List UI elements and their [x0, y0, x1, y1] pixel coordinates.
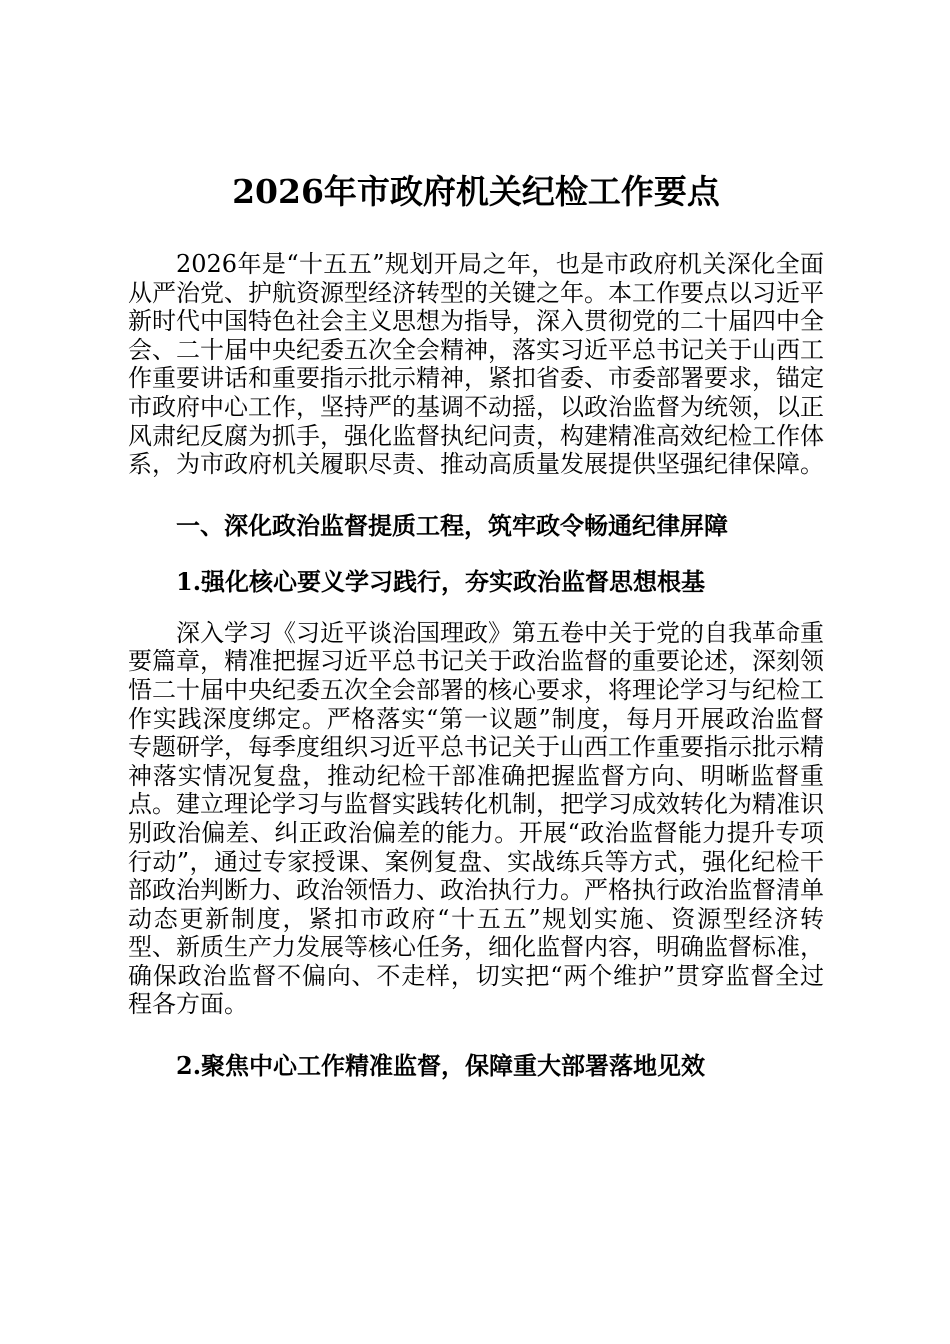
- document-page: [128, 168, 824, 1083]
- document-title: 2026年市政府机关纪检工作要点: [232, 172, 720, 211]
- intro-paragraph: 2026年是“十五五”规划开局之年，也是市政府机关深化全面从严治党、护航资源型经济转型的关键之年。本工作要点以习近平新时代中国特色社会主义思想为指导，深入贯彻党的二十届四中全会、二十届中央纪委五次全会精神，落实习近平总书记关于山西工作重要讲话和重要指示批示精神，紧扣省委、市委部署要求，锚定市政府中心工作，坚持严的基调不动摇，以政治监督为统领，以正风肃纪反腐为抓手，强化监督执纪问责，构建精准高效纪检工作体系，为市政府机关履职尽责、推动高质量发展提供坚强纪律保障。: [128, 250, 824, 479]
- section-heading-1: 一、深化政治监督提质工程，筑牢政令畅通纪律屏障: [176, 510, 728, 540]
- subsection-heading-1: 1.强化核心要义学习践行，夯实政治监督思想根基: [176, 566, 706, 596]
- subsection-body-1: 深入学习《习近平谈治国理政》第五卷中关于党的自我革命重要篇章，精准把握习近平总书记关于政治监督的重要论述，深刻领悟二十届中央纪委五次全会部署的核心要求，将理论学习与纪检工作实践深度绑定。严格落实“第一议题”制度，每月开展政治监督专题研学，每季度组织习近平总书记关于山西工作重要指示批示精神落实情况复盘，推动纪检干部准确把握监督方向、明晰监督重点。建立理论学习与监督实践转化机制，把学习成效转化为精准识别政治偏差、纠正政治偏差的能力。开展“政治监督能力提升专项行动”，通过专家授课、案例复盘、实战练兵等方式，强化纪检干部政治判断力、政治领悟力、政治执行力。严格执行政治监督清单动态更新制度，紧扣市政府“十五五”规划实施、资源型经济转型、新质生产力发展等核心任务，细化监督内容，明确监督标准，确保政治监督不偏向、不走样，切实把“两个维护”贯穿监督全过程各方面。: [128, 618, 824, 1019]
- subsection-heading-2: 2.聚焦中心工作精准监督，保障重大部署落地见效: [176, 1051, 706, 1081]
